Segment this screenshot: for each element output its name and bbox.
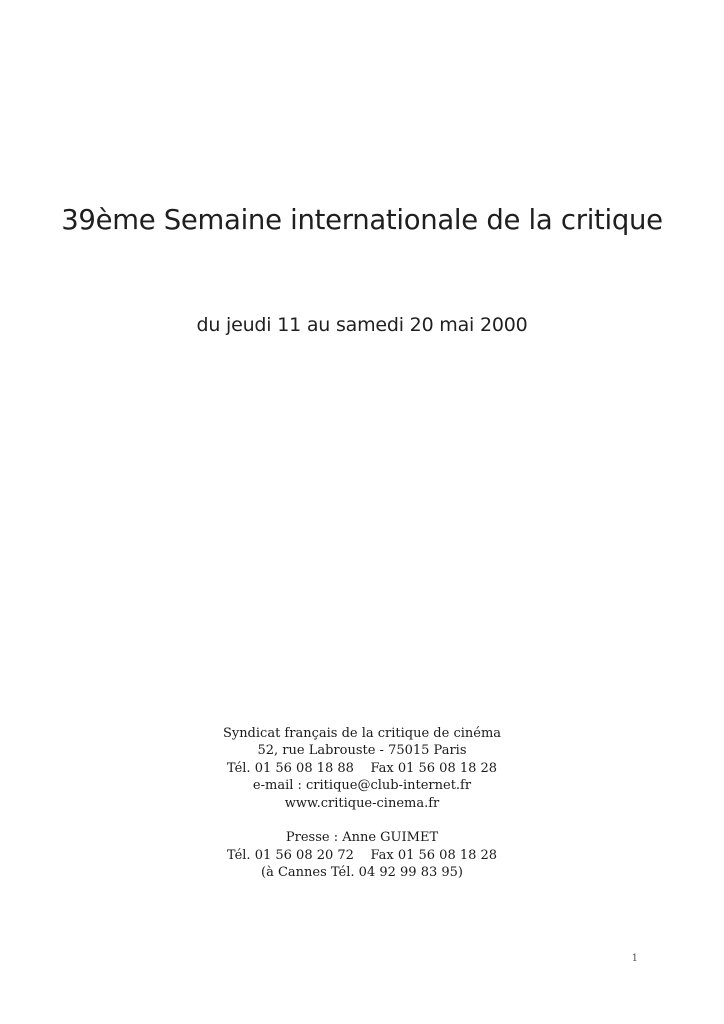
event-dates: du jeudi 11 au samedi 20 mai 2000 xyxy=(196,314,528,336)
organization-website: www.critique-cinema.fr xyxy=(284,795,440,811)
organization-address: 52, rue Labrouste - 75015 Paris xyxy=(257,743,467,759)
organization-name: Syndicat français de la critique de cinéma xyxy=(222,726,502,741)
contact-block xyxy=(0,725,724,882)
page-number: 1 xyxy=(631,953,638,964)
press-phone-fax: Tél. 01 56 08 20 72 Fax 01 56 08 18 28 xyxy=(226,847,498,863)
document-title: 39ème Semaine internationale de la critique xyxy=(61,204,663,236)
press-cannes-phone: (à Cannes Tél. 04 92 99 83 95) xyxy=(261,865,463,881)
press-contact: Presse : Anne GUIMET xyxy=(285,830,439,846)
organization-email: e-mail : critique@club-internet.fr xyxy=(252,778,472,794)
contact-spacer xyxy=(0,812,724,829)
organization-phone-fax: Tél. 01 56 08 18 88 Fax 01 56 08 18 28 xyxy=(226,760,498,776)
